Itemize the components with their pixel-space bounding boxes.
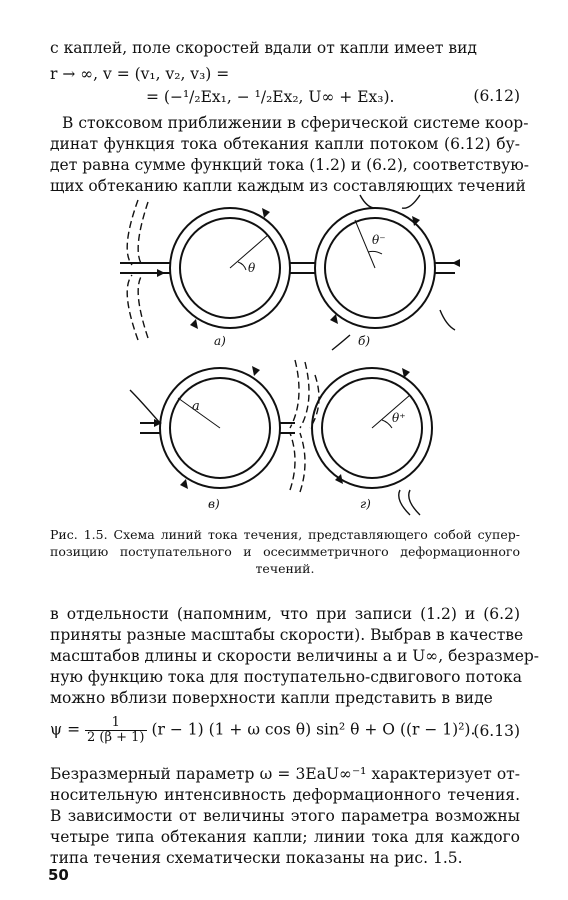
paragraph-line: типа течения схематически показаны на рис. 1.5. (50, 849, 463, 867)
radius-label: a (192, 399, 200, 414)
page-number: 50 (48, 866, 69, 884)
paragraph-line: в отдельности (напомним, что при записи (1.2) и (6.2) (50, 605, 520, 623)
angle-label-theta: θ (248, 261, 256, 275)
panel-label-a: а) (214, 334, 226, 348)
text-line: с каплей, поле скоростей вдали от капли имеет вид (50, 39, 477, 57)
paragraph-line: можно вблизи поверхности капли представить в виде (50, 689, 493, 707)
paragraph-line: В стоксовом приближении в сферической системе коор- (62, 114, 529, 132)
equation-6-13 (50, 716, 475, 745)
fraction-denominator: 2 (β + 1) (87, 730, 145, 745)
equation-lhs: ψ = (50, 720, 81, 739)
equation-number-6-12: (6.12) (473, 87, 520, 105)
panel-label-g: г) (360, 497, 371, 511)
paragraph-line: дет равна сумме функций тока (1.2) и (6.2), соответствую- (50, 156, 529, 174)
paragraph-line: В зависимости от величины этого параметра возможны (50, 807, 520, 825)
paragraph-line: носительную интенсивность деформационного течения. (50, 786, 520, 804)
angle-label-theta-minus: θ⁻ (372, 233, 386, 247)
paragraph-line: динат функция тока обтекания капли потоком (6.12) бу- (50, 135, 520, 153)
paragraph-line: Безразмерный параметр ω = 3EaU∞⁻¹ характеризует от- (50, 765, 520, 783)
paragraph-line: масштабов длины и скорости величины a и U∞, безразмер- (50, 647, 540, 665)
figure-caption-line: течений. (255, 561, 315, 576)
paragraph-line: ную функцию тока для поступательно-сдвигового потока (50, 668, 522, 686)
panel-label-b: б) (358, 334, 371, 348)
paragraph-line: щих обтеканию капли каждым из составляющих течений (50, 177, 526, 195)
equation-6-12-line1: r → ∞, v = (v₁, v₂, v₃) = (50, 65, 230, 83)
equation-number-6-13: (6.13) (473, 722, 520, 740)
figure-caption-line: Рис. 1.5. Схема линий тока течения, представляющего собой супер- (50, 527, 520, 542)
fraction-numerator: 1 (85, 716, 147, 731)
figure-caption-line: позицию поступательного и осесимметричного деформационного (50, 544, 520, 559)
panel-label-v: в) (208, 497, 220, 511)
equation-rhs: (r − 1) (1 + ω cos θ) sin² θ + O ((r − 1)²). (151, 720, 476, 739)
equation-6-12-line2: = (−¹/₂Ex₁, − ¹/₂Ex₂, U∞ + Ex₃). (146, 88, 395, 106)
paragraph-line: приняты разные масштабы скорости). Выбрав в качестве (50, 626, 524, 644)
angle-label-theta-plus: θ⁺ (392, 411, 406, 425)
paragraph-line: четыре типа обтекания капли; линии тока для каждого (50, 828, 520, 846)
equation-fraction (85, 716, 147, 745)
streamline-figure (110, 190, 490, 520)
